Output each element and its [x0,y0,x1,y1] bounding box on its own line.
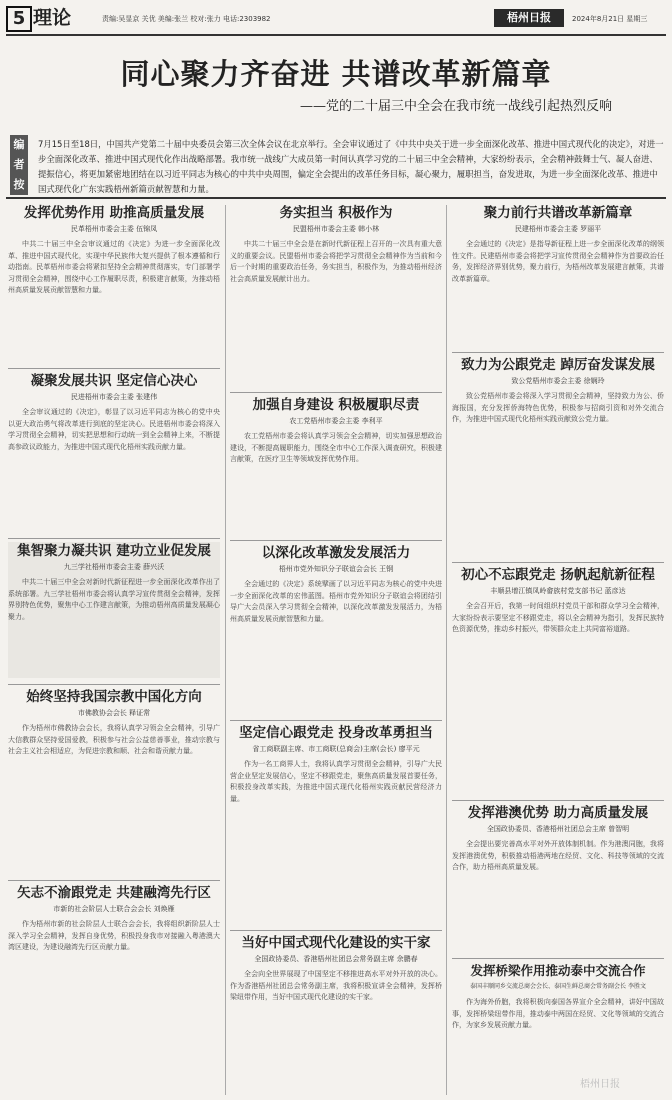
article-byline: 全国政协委员、香港梧州社团总会常务副主席 余鹏春 [254,955,418,963]
divider [452,958,664,959]
editor-note-text: 7月15日至18日，中国共产党第二十届中央委员会第三次全体会议在北京举行。全会审议通过了《中共中央关于进一步全面深化改革、推进中国式现代化的决定》，对进一步全面深化改革、推进中国式现代化作出战略部署。我市统一战线广大成员第一时间认真学习党的二十届三中全会精神，大家纷纷表示，全会精神鼓舞士气、凝人奋进、提振信心，将更加紧密地团结在以习近平同志为核心的中共中央周围，偏定全会提出的改革任务目标，凝心聚力，履职担当，奋发进取，为进一步全面深化改革、推进中国式现代化广东实践梧州新篇贡献智慧和力量。 [38,139,664,194]
article-title: 加强自身建设 积极履职尽责 [252,397,420,413]
article [8,688,220,874]
article-body: 全会向全世界展现了中国坚定不移推进高水平对外开放的决心。作为香港梧州社团总会常务副主席，我将积极宣讲全会精神，发挥桥梁纽带作用，当好中国式现代化建设的实干家。 [230,970,442,1001]
article [8,204,220,362]
article [452,204,664,354]
divider [230,540,442,541]
article-title: 初心不忘跟党走 扬帆起航新征程 [461,567,655,583]
article [8,372,220,532]
article-byline: 丰顺县增江镇凤岭畲族村党支部书记 蓝彦达 [490,587,626,595]
article-title: 矢志不渝跟党走 共建融湾先行区 [17,885,211,901]
divider [8,538,220,539]
column-divider [446,205,447,1095]
article [452,566,664,770]
article-byline: 市佛教协会会长 释证常 [77,709,151,717]
article-title: 聚力前行共谱改革新篇章 [483,205,633,221]
page-number: 5 [6,6,32,32]
article-body: 致公党梧州市委会将深入学习贯彻全会精神，坚持致力为公、侨海报国，充分发挥侨海特色优势，积极参与招商引资和对外交流合作，为推进中国式现代化梧州实践贡献致公党力量。 [452,392,664,423]
article [8,542,220,678]
article-byline: 致公党梧州市委会主委 徐娴玲 [511,377,605,385]
article [452,804,664,944]
article-title: 当好中国式现代化建设的实干家 [241,935,431,951]
article-byline: 九三学社梧州市委会主委 薛兴沃 [63,563,165,571]
article-title: 致力为公跟党走 踔厉奋发谋发展 [461,357,655,373]
article-body: 全会通过的《决定》是指导新征程上进一步全面深化改革的纲领性文件。民建梧州市委会将把学习宣传贯彻全会精神作为首要政治任务，发挥经济界别优势，聚力前行，为梧州改革发展建言献策，共谱改革新篇章。 [452,240,664,283]
article-body: 全会召开后，我第一时间组织村党员干部和群众学习全会精神，大家纷纷表示要坚定不移跟党走，将以全会精神为指引，发挥民族特色资源优势，推动乡村振兴，带领群众走上共同富裕道路。 [452,602,664,633]
divider [8,880,220,881]
article-title: 发挥优势作用 助推高质量发展 [23,205,205,221]
article [230,204,442,386]
article-byline: 市新的社会阶层人士联合会会长 刘焕雁 [53,905,175,913]
masthead [6,6,666,36]
divider [6,197,666,199]
divider [452,562,664,563]
editor-note-tag: 编者按 [10,135,28,195]
watermark: 梧州日报 [580,1079,620,1090]
article-byline: 全国政协委员、香港梧州社团总会主席 曾智明 [486,825,630,833]
issue-date: 2024年8月21日 星期三 [572,15,648,23]
page-headline: 同心聚力齐奋进 共谱改革新篇章 [120,57,552,91]
divider [230,720,442,721]
article-body: 中共二十届三中全会对新时代新征程进一步全面深化改革作出了系统部署。九三学社梧州市委会将认真学习宣传贯彻全会精神，发挥界别特色优势，聚焦中心工作建言献策，为推动梧州高质量发展凝心聚力。 [8,578,220,621]
article-title: 始终坚持我国宗教中国化方向 [26,689,202,705]
article [230,544,442,712]
article-byline: 民盟梧州市委会主委 韩小林 [292,225,380,233]
article-body: 全会提出要完善高水平对外开放体制机制。作为港澳同胞，我将发挥港澳优势，积极推动梧港两地在经贸、文化、科技等领域的交流合作，助力梧州高质量发展。 [452,840,664,871]
article-title: 坚定信心跟党走 投身改革勇担当 [239,725,433,741]
article-byline: 梧州市党外知识分子联谊会会长 王钢 [278,565,394,573]
article-title: 务实担当 积极作为 [279,205,393,221]
article-body: 中共二十届三中全会是在新时代新征程上召开的一次具有重大意义的重要会议。民盟梧州市委会将把学习贯彻全会精神作为当前和今后一个时期的重要政治任务，务实担当，积极作为，为推动梧州经济社会高质量发展献计出力。 [230,240,442,283]
article-byline: 泰国丰顺同乡交流总商会会长、泰国生鲜总商会常务副会长 李胜文 [470,983,646,990]
article-body: 作为一名工商界人士，我将认真学习贯彻全会精神，引导广大民营企业坚定发展信心，坚定不移跟党走，聚焦高质量发展首要任务，积极投身改革实践，为推进中国式现代化梧州实践贡献民营经济力量。 [230,760,442,803]
article-body: 全会通过的《决定》系统擘画了以习近平同志为核心的党中央进一步全面深化改革的宏伟蓝图。梧州市党外知识分子联谊会将团结引导广大会员深入学习贯彻全会精神，以深化改革激发发展活力，为梧州高质量发展贡献智慧和力量。 [230,580,442,623]
article-byline: 农工党梧州市委会主委 李利平 [289,417,383,425]
article-body: 全会审议通过的《决定》，彰显了以习近平同志为核心的党中央以更大政治勇气将改革进行到底的坚定决心。民进梧州市委会将深入学习贯彻全会精神，切实把思想和行动统一到全会精神上来，不断提高参政议政能力，为推进中国式现代化梧州实践贡献力量。 [8,408,220,451]
article-title: 发挥桥梁作用推动泰中交流合作 [470,963,646,978]
newspaper-logo: 梧州日报 [494,9,564,27]
divider [452,800,664,801]
article-byline: 省工商联副主席、市工商联(总商会)主席(会长) 廖平元 [252,745,420,753]
article-byline: 民建梧州市委会主委 罗丽平 [514,225,602,233]
column-divider [225,205,226,1095]
article [8,884,220,1090]
article-title: 凝聚发展共识 坚定信心决心 [30,373,198,389]
article-body: 作为海外侨胞，我将积极向泰国各界宣介全会精神，讲好中国故事，发挥桥梁纽带作用，推动泰中两国在经贸、文化等领域的交流合作，为家乡发展贡献力量。 [452,998,664,1029]
divider [452,352,664,353]
article [230,934,442,1090]
article [230,724,442,924]
article-title: 发挥港澳优势 助力高质量发展 [467,805,649,821]
article-body: 中共二十届三中全会审议通过的《决定》为进一步全面深化改革、推进中国式现代化，实现中华民族伟大复兴提供了根本遵循和行动指南。民革梧州市委会将紧扣坚持全会精神贯彻落实，专门部署学习贯彻全会精神，围绕中心工作履职尽责，积极建言献策，为推动梧州高质量发展贡献智慧和力量。 [8,240,220,294]
section-title: 理论 [33,7,72,29]
divider [8,368,220,369]
article-body: 作为梧州市新的社会阶层人士联合会会长，我将组织新阶层人士深入学习全会精神，发挥自身优势，积极投身我市对接融入粤港澳大湾区建设，为建设融湾先行区贡献力量。 [8,920,220,951]
article-title: 集智聚力凝共识 建功立业促发展 [17,543,211,559]
article-byline: 民进梧州市委会主委 张建伟 [70,393,158,401]
divider [8,684,220,685]
article-byline: 民革梧州市委会主委 伍锦凤 [70,225,158,233]
divider [230,392,442,393]
article [230,396,442,534]
article-body: 农工党梧州市委会将认真学习领会全会精神，切实加强思想政治建设，不断提高履职能力，围绕全市中心工作深入调查研究，积极建言献策，在医疗卫生等领域发挥优势作用。 [230,432,442,463]
page-subheadline: ——党的二十届三中全会在我市统一战线引起热烈反响 [300,99,613,114]
article [452,962,664,1092]
article [452,356,664,556]
article-body: 作为梧州市佛教协会会长，我将认真学习领会全会精神，引导广大信教群众坚持爱国爱教，积极参与社会公益慈善事业，推动宗教与社会主义社会相适应，为促进宗教和顺、社会和谐贡献力量。 [8,724,220,755]
divider [230,930,442,931]
editor-credits: 责编:吴显京 关优 美编:张兰 校对:张力 电话:2303982 [102,15,271,23]
article-title: 以深化改革激发发展活力 [261,545,411,561]
